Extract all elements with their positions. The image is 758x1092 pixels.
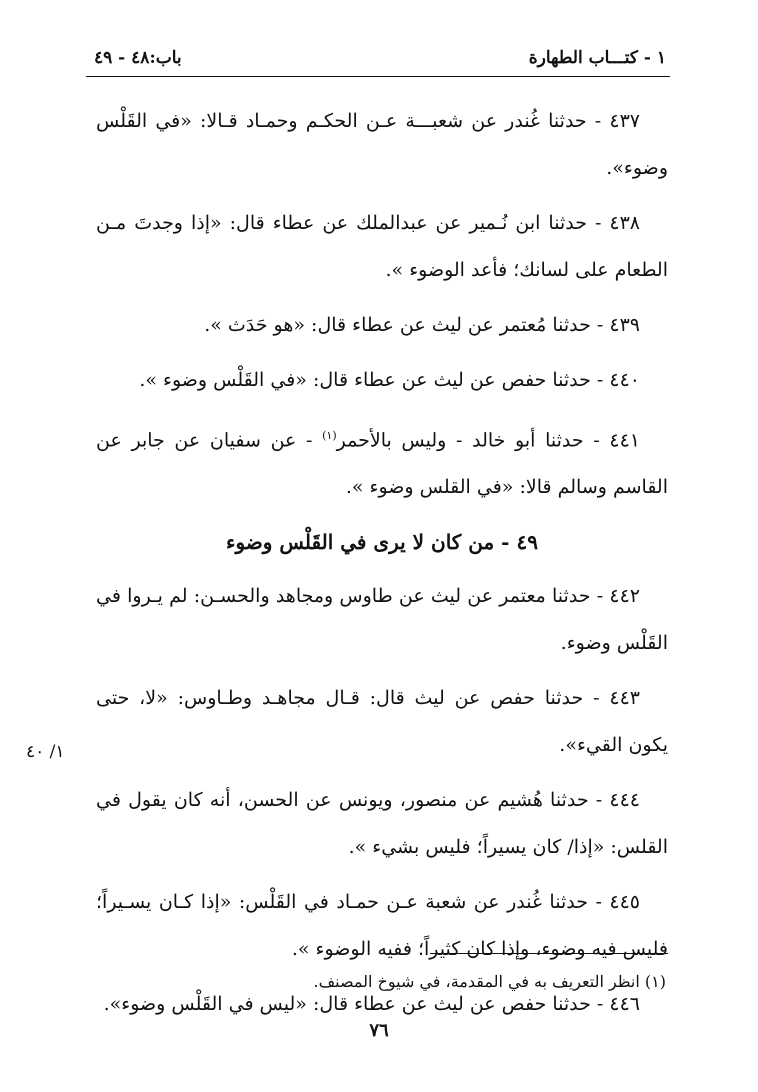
main-text <box>96 98 668 1036</box>
footnote-ref: (١) <box>322 429 337 442</box>
book-title: ١ - كتـــاب الطهارة <box>528 48 666 68</box>
section-title: ٤٩ - من كان لا يرى في القَلْس وضوء <box>226 530 538 555</box>
hadith-443: ٤٤٣ - حدثنا حفص عن ليث قال: قـال مجاهـد وطـاوس: «لا، حتى يكون القيء». <box>96 687 668 757</box>
hadith-442: ٤٤٢ - حدثنا معتمر عن ليث عن طاوس ومجاهد والحسـن: لم يـروا في القَلْس وضوء. <box>96 585 668 655</box>
hadith-438: ٤٣٨ - حدثنا ابن نُـمير عن عبدالملك عن عطاء قال: «إذا وجدتَ مـن الطعام على لسانك؛ فأعد الوضوء ». <box>96 212 668 281</box>
hadith-441-start: ٤٤١ - حدثنا أبو خالد - وليس بالأحمر <box>336 429 641 452</box>
hadith-439: ٤٣٩ - حدثنا مُعتمر عن ليث عن عطاء قال: «هو حَدَث ». <box>204 314 640 336</box>
page-number: ٧٦ <box>369 1020 389 1041</box>
hadith-446: ٤٤٦ - حدثنا حفص عن ليث عن عطاء قال: «ليس في القَلْس وضوء». <box>103 993 640 1016</box>
hadith-445: ٤٤٥ - حدثنا غُندر عن شعبة عـن حمـاد في القَلْس: «إذا كـان يسـيراً؛ فليس فيه وضوء، وإذا كان كثيراً؛ ففيه الوضوء ». <box>96 891 668 961</box>
hadith-437: ٤٣٧ - حدثنا غُندر عن شعبـــة عـن الحكـم وحمـاد قـالا: «في القَلْس وضوء». <box>96 110 668 179</box>
footnote: (١) انظر التعريف به في المقدمة، في شيوخ المصنف. <box>313 972 666 991</box>
chapter-range: باب:٤٨ - ٤٩ <box>94 48 182 68</box>
hadith-441-end: - عن سفيان عن جابر عن القاسم وسالم قالا: «في القلس وضوء ». <box>96 429 668 499</box>
running-header <box>86 40 670 77</box>
hadith-440: ٤٤٠ - حدثنا حفص عن ليث عن عطاء قال: «في القَلْس وضوء ». <box>139 369 640 391</box>
footnote-divider <box>430 953 668 954</box>
hadith-441 <box>96 412 668 511</box>
margin-volume-page: ١/ ٤٠ <box>26 742 65 762</box>
hadith-444: ٤٤٤ - حدثنا هُشيم عن منصور، ويونس عن الحسن، أنه كان يقول في القلس: «إذا/ كان يسيراً؛ فليس بشيء ». <box>96 789 668 859</box>
